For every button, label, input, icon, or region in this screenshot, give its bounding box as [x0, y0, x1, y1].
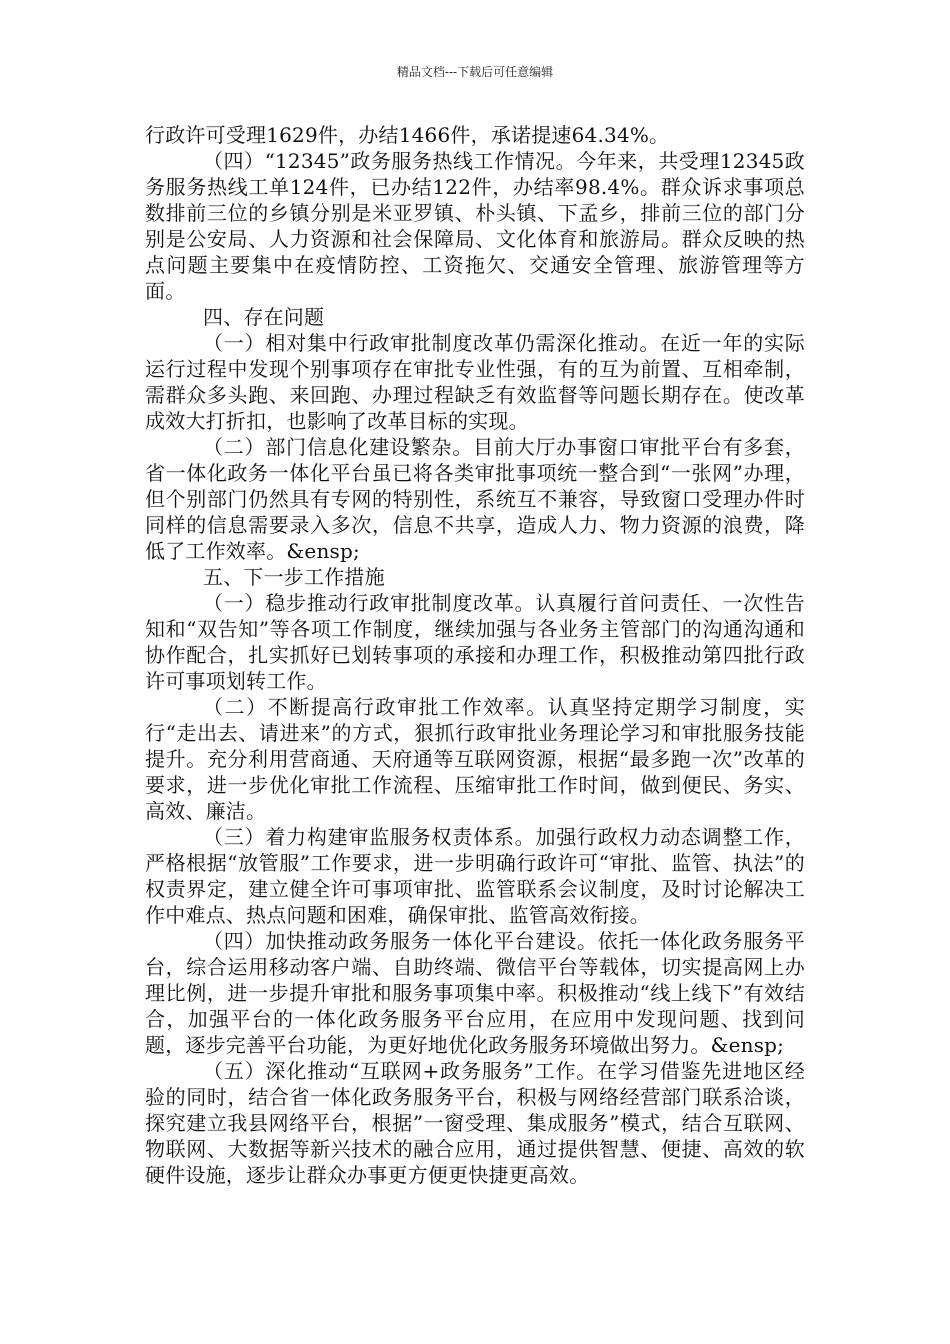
page-header: 精品文档---下载后可任意编辑 [396, 65, 554, 79]
paragraph-approval-stats: 行政许可受理1629件，办结1466件，承诺提速64.34%。 [145, 123, 670, 147]
paragraph-measure-4: （四）加快推动政务服务一体化平台建设。依托一体化政务服务平台，综合运用移动客户端、自助终端、微信平台等载体，切实提高网上办理比例，进一步提升审批和服务事项集中率。积极推动“线上线下”有效结合，加强平台的一体化政务服务平台应用，在应用中发现问题、找到问题，逐步完善平台功能，为更好地优化政务服务环境做出努力。&ensp; [145, 929, 805, 1057]
paragraph-measure-5: （五）深化推动“互联网+政务服务”工作。在学习借鉴先进地区经验的同时，结合省一体化政务服务平台，积极与网络经营部门联系洽谈，探究建立我县网络平台，根据”一窗受理、集成服务”模式，结合互联网、物联网、大数据等新兴技术的融合应用，通过提供智慧、便捷、高效的软硬件设施，逐步让群众办事更方便更快捷更高效。 [145, 1059, 805, 1187]
paragraph-measure-2: （二）不断提高行政审批工作效率。认真坚持定期学习制度，实行“走出去、请进来”的方式，狠抓行政审批业务理论学习和审批服务技能提升。充分利用营商通、天府通等互联网资源，根据“最多跑一次”改革的要求，进一步优化审批工作流程、压缩审批工作时间，做到便民、务实、高效、廉洁。 [145, 695, 805, 823]
section-heading-next-steps: 五、下一步工作措施 [203, 565, 385, 589]
document-body [145, 122, 805, 1188]
section-heading-problems: 四、存在问题 [203, 305, 325, 329]
paragraph-measure-1: （一）稳步推动行政审批制度改革。认真履行首问责任、一次性告知和“双告知”等各项工作制度，继续加强与各业务主管部门的沟通沟通和协作配合，扎实抓好已划转事项的承接和办理工作，积极推动第四批行政许可事项划转工作。 [145, 591, 805, 693]
paragraph-problem-2: （二）部门信息化建设繁杂。目前大厅办事窗口审批平台有多套，省一体化政务一体化平台虽已将各类审批事项统一整合到“一张网”办理，但个别部门仍然具有专网的特别性，系统互不兼容，导致窗口受理办件时同样的信息需要录入多次，信息不共享，造成人力、物力资源的浪费，降低了工作效率。&ensp; [145, 435, 805, 563]
paragraph-hotline: （四）“12345”政务服务热线工作情况。今年来，共受理12345政务服务热线工单124件，已办结122件，办结率98.4%。群众诉求事项总数排前三位的乡镇分别是米亚罗镇、朴头镇、下孟乡，排前三位的部门分别是公安局、人力资源和社会保障局、文化体育和旅游局。群众反映的热点问题主要集中在疫情防控、工资拖欠、交通安全管理、旅游管理等方面。 [145, 149, 805, 303]
paragraph-problem-1: （一）相对集中行政审批制度改革仍需深化推动。在近一年的实际运行过程中发现个别事项存在审批专业性强，有的互为前置、互相牵制，需群众多头跑、来回跑、办理过程缺乏有效监督等问题长期存在。使改革成效大打折扣，也影响了改革目标的实现。 [145, 331, 805, 433]
paragraph-measure-3: （三）着力构建审监服务权责体系。加强行政权力动态调整工作，严格根据“放管服”工作要求，进一步明确行政许可“审批、监管、执法”的权责界定，建立健全许可事项审批、监管联系会议制度，及时讨论解决工作中难点、热点问题和困难，确保审批、监管高效衔接。 [145, 825, 805, 927]
